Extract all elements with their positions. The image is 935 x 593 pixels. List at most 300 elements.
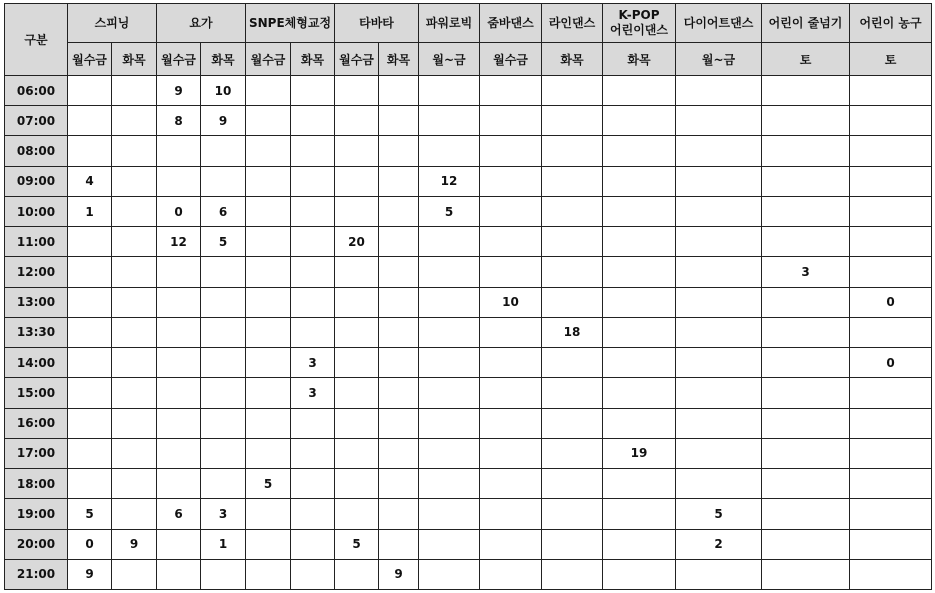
count-cell — [112, 559, 157, 589]
corner-label: 구분 — [5, 4, 68, 76]
count-cell — [850, 469, 932, 499]
time-cell: 09:00 — [5, 166, 68, 196]
count-cell — [246, 106, 291, 136]
count-cell — [676, 196, 762, 226]
count-cell — [419, 499, 480, 529]
table-row — [5, 317, 932, 347]
count-cell — [542, 499, 603, 529]
count-cell — [201, 166, 246, 196]
table-row — [5, 559, 932, 589]
count-cell — [762, 166, 850, 196]
day-header: 월수금 — [246, 43, 291, 76]
time-cell: 13:00 — [5, 287, 68, 317]
count-cell — [419, 287, 480, 317]
count-cell: 3 — [762, 257, 850, 287]
count-cell — [157, 317, 201, 347]
count-cell — [419, 469, 480, 499]
count-cell — [480, 166, 542, 196]
count-cell: 3 — [291, 348, 335, 378]
count-cell: 5 — [335, 529, 379, 559]
table-row — [5, 529, 932, 559]
program-header — [480, 4, 542, 43]
count-cell — [419, 529, 480, 559]
count-cell: 5 — [419, 196, 480, 226]
count-cell — [542, 378, 603, 408]
count-cell — [379, 196, 419, 226]
day-header: 화목 — [542, 43, 603, 76]
count-cell — [335, 348, 379, 378]
count-cell — [335, 317, 379, 347]
count-cell — [480, 136, 542, 166]
count-cell — [246, 408, 291, 438]
count-cell — [762, 317, 850, 347]
count-cell — [246, 559, 291, 589]
count-cell: 1 — [68, 196, 112, 226]
count-cell — [762, 136, 850, 166]
count-cell — [379, 76, 419, 106]
count-cell — [246, 257, 291, 287]
program-header — [157, 4, 246, 43]
count-cell — [379, 287, 419, 317]
time-cell: 20:00 — [5, 529, 68, 559]
count-cell — [850, 257, 932, 287]
count-cell — [201, 257, 246, 287]
count-cell — [201, 408, 246, 438]
day-header: 화목 — [603, 43, 676, 76]
table-body — [5, 76, 932, 590]
count-cell — [762, 106, 850, 136]
count-cell — [246, 287, 291, 317]
count-cell — [603, 76, 676, 106]
count-cell — [112, 317, 157, 347]
count-cell — [419, 106, 480, 136]
count-cell: 5 — [201, 227, 246, 257]
count-cell — [850, 559, 932, 589]
count-cell — [379, 378, 419, 408]
count-cell — [157, 408, 201, 438]
day-header: 화목 — [112, 43, 157, 76]
day-header: 월수금 — [68, 43, 112, 76]
count-cell — [68, 227, 112, 257]
count-cell — [335, 408, 379, 438]
count-cell — [201, 469, 246, 499]
count-cell: 0 — [68, 529, 112, 559]
count-cell — [201, 438, 246, 468]
time-cell: 14:00 — [5, 348, 68, 378]
count-cell — [542, 76, 603, 106]
count-cell — [246, 317, 291, 347]
program-header-row — [5, 4, 932, 43]
count-cell — [542, 106, 603, 136]
time-cell: 15:00 — [5, 378, 68, 408]
count-cell — [379, 227, 419, 257]
program-name: SNPE체형교정 — [248, 15, 332, 30]
count-cell — [419, 136, 480, 166]
count-cell — [676, 378, 762, 408]
count-cell — [335, 378, 379, 408]
count-cell — [379, 499, 419, 529]
count-cell — [291, 136, 335, 166]
count-cell — [762, 438, 850, 468]
count-cell: 10 — [201, 76, 246, 106]
count-cell — [112, 348, 157, 378]
count-cell — [480, 438, 542, 468]
count-cell — [542, 287, 603, 317]
count-cell — [676, 469, 762, 499]
count-cell: 19 — [603, 438, 676, 468]
count-cell — [291, 106, 335, 136]
time-cell: 06:00 — [5, 76, 68, 106]
table-row — [5, 408, 932, 438]
count-cell — [676, 76, 762, 106]
count-cell — [419, 408, 480, 438]
count-cell — [603, 287, 676, 317]
count-cell — [157, 257, 201, 287]
count-cell — [850, 408, 932, 438]
count-cell — [542, 469, 603, 499]
count-cell: 12 — [419, 166, 480, 196]
count-cell — [157, 469, 201, 499]
count-cell — [850, 378, 932, 408]
program-header — [676, 4, 762, 43]
count-cell — [762, 499, 850, 529]
count-cell — [762, 469, 850, 499]
schedule-table — [4, 3, 932, 590]
days-header-row — [5, 43, 932, 76]
count-cell: 20 — [335, 227, 379, 257]
count-cell: 18 — [542, 317, 603, 347]
count-cell — [335, 559, 379, 589]
count-cell — [379, 317, 419, 347]
count-cell — [603, 166, 676, 196]
count-cell — [291, 529, 335, 559]
table-row — [5, 136, 932, 166]
count-cell — [335, 257, 379, 287]
day-header: 토 — [850, 43, 932, 76]
program-header — [542, 4, 603, 43]
count-cell — [542, 438, 603, 468]
count-cell — [68, 257, 112, 287]
count-cell — [246, 348, 291, 378]
count-cell — [603, 469, 676, 499]
program-name: 어린이 줄넘기 — [768, 15, 843, 30]
count-cell: 1 — [201, 529, 246, 559]
count-cell — [676, 257, 762, 287]
count-cell — [480, 348, 542, 378]
count-cell — [762, 287, 850, 317]
count-cell — [335, 469, 379, 499]
count-cell — [762, 559, 850, 589]
time-cell: 17:00 — [5, 438, 68, 468]
count-cell — [335, 136, 379, 166]
count-cell: 0 — [850, 348, 932, 378]
count-cell — [246, 227, 291, 257]
count-cell — [112, 287, 157, 317]
count-cell: 6 — [157, 499, 201, 529]
count-cell — [419, 348, 480, 378]
time-cell: 21:00 — [5, 559, 68, 589]
count-cell — [246, 76, 291, 106]
count-cell — [850, 106, 932, 136]
count-cell — [68, 136, 112, 166]
count-cell — [201, 378, 246, 408]
count-cell — [112, 469, 157, 499]
table-row — [5, 76, 932, 106]
program-header — [68, 4, 157, 43]
count-cell — [542, 136, 603, 166]
count-cell — [379, 257, 419, 287]
day-header: 월수금 — [335, 43, 379, 76]
count-cell — [480, 559, 542, 589]
count-cell — [419, 76, 480, 106]
day-header: 월~금 — [419, 43, 480, 76]
count-cell — [676, 317, 762, 347]
count-cell — [603, 499, 676, 529]
program-header — [246, 4, 335, 43]
count-cell — [850, 529, 932, 559]
count-cell — [480, 106, 542, 136]
count-cell — [542, 559, 603, 589]
count-cell: 5 — [246, 469, 291, 499]
count-cell: 8 — [157, 106, 201, 136]
count-cell — [603, 529, 676, 559]
count-cell — [676, 166, 762, 196]
count-cell — [676, 408, 762, 438]
day-header: 월~금 — [676, 43, 762, 76]
count-cell — [68, 408, 112, 438]
count-cell — [68, 76, 112, 106]
count-cell — [850, 166, 932, 196]
table-row — [5, 257, 932, 287]
count-cell — [542, 166, 603, 196]
count-cell — [157, 348, 201, 378]
count-cell — [291, 469, 335, 499]
count-cell — [419, 227, 480, 257]
program-header — [603, 4, 676, 43]
count-cell — [379, 469, 419, 499]
count-cell — [112, 196, 157, 226]
count-cell — [246, 529, 291, 559]
count-cell — [335, 287, 379, 317]
count-cell: 5 — [676, 499, 762, 529]
count-cell — [112, 76, 157, 106]
program-name: 요가 — [189, 15, 213, 30]
count-cell — [379, 408, 419, 438]
count-cell — [850, 499, 932, 529]
count-cell — [603, 317, 676, 347]
count-cell — [850, 438, 932, 468]
count-cell — [246, 378, 291, 408]
count-cell — [419, 317, 480, 347]
count-cell — [480, 378, 542, 408]
count-cell — [291, 196, 335, 226]
program-name: 라인댄스 — [548, 15, 596, 30]
program-header — [762, 4, 850, 43]
count-cell — [850, 317, 932, 347]
table-row — [5, 196, 932, 226]
count-cell — [480, 408, 542, 438]
count-cell — [112, 408, 157, 438]
day-header: 월수금 — [480, 43, 542, 76]
time-cell: 12:00 — [5, 257, 68, 287]
count-cell — [112, 438, 157, 468]
count-cell — [762, 227, 850, 257]
count-cell: 9 — [68, 559, 112, 589]
count-cell — [68, 106, 112, 136]
table-row — [5, 469, 932, 499]
count-cell — [291, 499, 335, 529]
count-cell — [68, 317, 112, 347]
count-cell — [335, 106, 379, 136]
count-cell: 2 — [676, 529, 762, 559]
table-row — [5, 438, 932, 468]
count-cell — [676, 559, 762, 589]
time-cell: 16:00 — [5, 408, 68, 438]
count-cell — [676, 438, 762, 468]
count-cell — [246, 136, 291, 166]
count-cell — [603, 559, 676, 589]
program-header — [419, 4, 480, 43]
count-cell — [480, 317, 542, 347]
count-cell — [419, 559, 480, 589]
count-cell — [762, 408, 850, 438]
count-cell: 0 — [850, 287, 932, 317]
count-cell — [379, 348, 419, 378]
count-cell — [157, 378, 201, 408]
count-cell — [762, 348, 850, 378]
count-cell — [246, 196, 291, 226]
program-name: 줌바댄스 — [487, 15, 534, 30]
count-cell — [762, 529, 850, 559]
count-cell — [603, 378, 676, 408]
count-cell — [201, 136, 246, 166]
count-cell — [419, 257, 480, 287]
count-cell: 9 — [379, 559, 419, 589]
count-cell — [112, 136, 157, 166]
count-cell — [291, 76, 335, 106]
count-cell — [676, 287, 762, 317]
count-cell — [335, 499, 379, 529]
count-cell — [291, 438, 335, 468]
count-cell — [480, 529, 542, 559]
count-cell — [379, 136, 419, 166]
count-cell — [335, 76, 379, 106]
count-cell — [291, 166, 335, 196]
day-header: 화목 — [291, 43, 335, 76]
count-cell — [201, 287, 246, 317]
program-name: 타바타 — [359, 15, 394, 30]
count-cell: 9 — [201, 106, 246, 136]
count-cell — [480, 499, 542, 529]
count-cell — [676, 106, 762, 136]
program-name: 다이어트댄스 — [683, 15, 754, 30]
count-cell — [480, 227, 542, 257]
table-row — [5, 348, 932, 378]
count-cell — [246, 438, 291, 468]
count-cell — [603, 348, 676, 378]
count-cell — [603, 227, 676, 257]
count-cell: 9 — [112, 529, 157, 559]
day-header: 화목 — [201, 43, 246, 76]
count-cell — [112, 499, 157, 529]
program-header — [335, 4, 419, 43]
count-cell: 3 — [201, 499, 246, 529]
count-cell — [157, 166, 201, 196]
count-cell — [379, 166, 419, 196]
time-cell: 19:00 — [5, 499, 68, 529]
count-cell — [480, 469, 542, 499]
count-cell — [68, 378, 112, 408]
table-row — [5, 227, 932, 257]
count-cell — [68, 348, 112, 378]
count-cell — [603, 106, 676, 136]
count-cell — [157, 559, 201, 589]
count-cell: 10 — [480, 287, 542, 317]
count-cell — [68, 287, 112, 317]
count-cell: 4 — [68, 166, 112, 196]
count-cell — [335, 166, 379, 196]
program-name: 어린이 농구 — [859, 15, 922, 30]
program-name: K-POP 어린이댄스 — [610, 8, 668, 37]
count-cell — [480, 76, 542, 106]
count-cell — [542, 196, 603, 226]
table-row — [5, 287, 932, 317]
time-cell: 18:00 — [5, 469, 68, 499]
count-cell — [291, 257, 335, 287]
time-cell: 08:00 — [5, 136, 68, 166]
count-cell — [676, 348, 762, 378]
count-cell — [603, 136, 676, 166]
count-cell — [157, 136, 201, 166]
time-cell: 11:00 — [5, 227, 68, 257]
count-cell — [112, 378, 157, 408]
count-cell — [201, 317, 246, 347]
count-cell — [762, 196, 850, 226]
count-cell — [379, 438, 419, 468]
count-cell — [676, 136, 762, 166]
day-header: 토 — [762, 43, 850, 76]
count-cell — [542, 348, 603, 378]
program-name: 스피닝 — [94, 15, 130, 30]
count-cell — [379, 529, 419, 559]
count-cell — [542, 408, 603, 438]
count-cell: 6 — [201, 196, 246, 226]
count-cell: 12 — [157, 227, 201, 257]
count-cell — [291, 317, 335, 347]
count-cell — [419, 378, 480, 408]
count-cell: 3 — [291, 378, 335, 408]
count-cell — [157, 529, 201, 559]
count-cell — [542, 227, 603, 257]
time-cell: 10:00 — [5, 196, 68, 226]
count-cell — [542, 257, 603, 287]
count-cell — [603, 257, 676, 287]
count-cell — [419, 438, 480, 468]
table-row — [5, 378, 932, 408]
table-header — [5, 4, 932, 76]
count-cell — [850, 227, 932, 257]
count-cell — [291, 287, 335, 317]
table-row — [5, 106, 932, 136]
count-cell — [112, 166, 157, 196]
count-cell — [201, 559, 246, 589]
time-cell: 07:00 — [5, 106, 68, 136]
table-row — [5, 499, 932, 529]
count-cell — [542, 529, 603, 559]
count-cell — [112, 257, 157, 287]
count-cell — [68, 438, 112, 468]
count-cell — [68, 469, 112, 499]
